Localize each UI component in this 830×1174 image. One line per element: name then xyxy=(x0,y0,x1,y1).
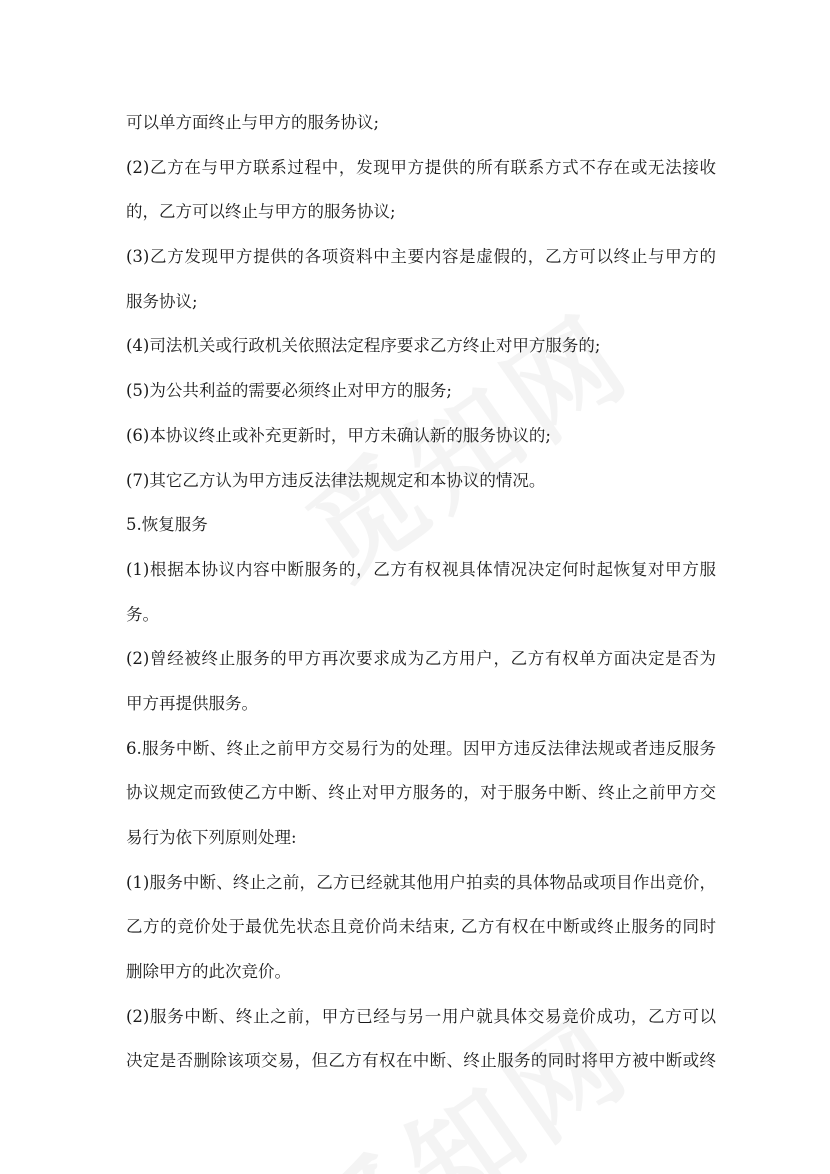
text-line: 的，乙方可以终止与甲方的服务协议; xyxy=(126,202,396,222)
text-line: (7)其它乙方认为甲方违反法律法规规定和本协议的情况。 xyxy=(126,470,546,490)
text-line: (6)本协议终止或补充更新时，甲方未确认新的服务协议的; xyxy=(126,425,551,445)
text-line: (5)为公共利益的需要必须终止对甲方的服务; xyxy=(126,381,452,401)
text-line: 可以单方面终止与甲方的服务协议; xyxy=(126,113,380,132)
text-line: 删除甲方的此次竞价。 xyxy=(126,962,291,982)
text-line: (2)服务中断、终止之前，甲方已经与另一用户就具体交易竞价成功，乙方可以 xyxy=(126,1006,716,1026)
text-line: 乙方的竞价处于最优先状态且竞价尚未结束, 乙方有权在中断或终止服务的同时 xyxy=(126,917,716,937)
section-heading: 5.恢复服务 xyxy=(126,515,208,535)
text-line: 务。 xyxy=(126,604,159,624)
text-line: 决定是否删除该项交易，但乙方有权在中断、终止服务的同时将甲方被中断或终 xyxy=(126,1051,716,1071)
text-line: (3)乙方发现甲方提供的各项资料中主要内容是虚假的，乙方可以终止与甲方的 xyxy=(126,247,716,267)
text-line: (1)服务中断、终止之前，乙方已经就其他用户拍卖的具体物品或项目作出竞价， xyxy=(126,872,716,892)
text-line: (4)司法机关或行政机关依照法定程序要求乙方终止对甲方服务的; xyxy=(126,336,601,356)
text-line: 服务协议; xyxy=(126,291,198,311)
text-line: (2)乙方在与甲方联系过程中，发现甲方提供的所有联系方式不存在或无法接收 xyxy=(126,157,716,177)
section-heading: 6.服务中断、终止之前甲方交易行为的处理。因甲方违反法律法规或者违反服务 xyxy=(126,738,716,758)
text-line: 甲方再提供服务。 xyxy=(126,693,258,713)
document-body xyxy=(126,101,716,1084)
text-line: (1)根据本协议内容中断服务的，乙方有权视具体情况决定何时起恢复对甲方服 xyxy=(126,559,716,579)
text-line: (2)曾经被终止服务的甲方再次要求成为乙方用户，乙方有权单方面决定是否为 xyxy=(126,649,716,669)
text-line: 易行为依下列原则处理: xyxy=(126,828,297,847)
text-line: 协议规定而致使乙方中断、终止对甲方服务的，对于服务中断、终止之前甲方交 xyxy=(126,783,716,803)
